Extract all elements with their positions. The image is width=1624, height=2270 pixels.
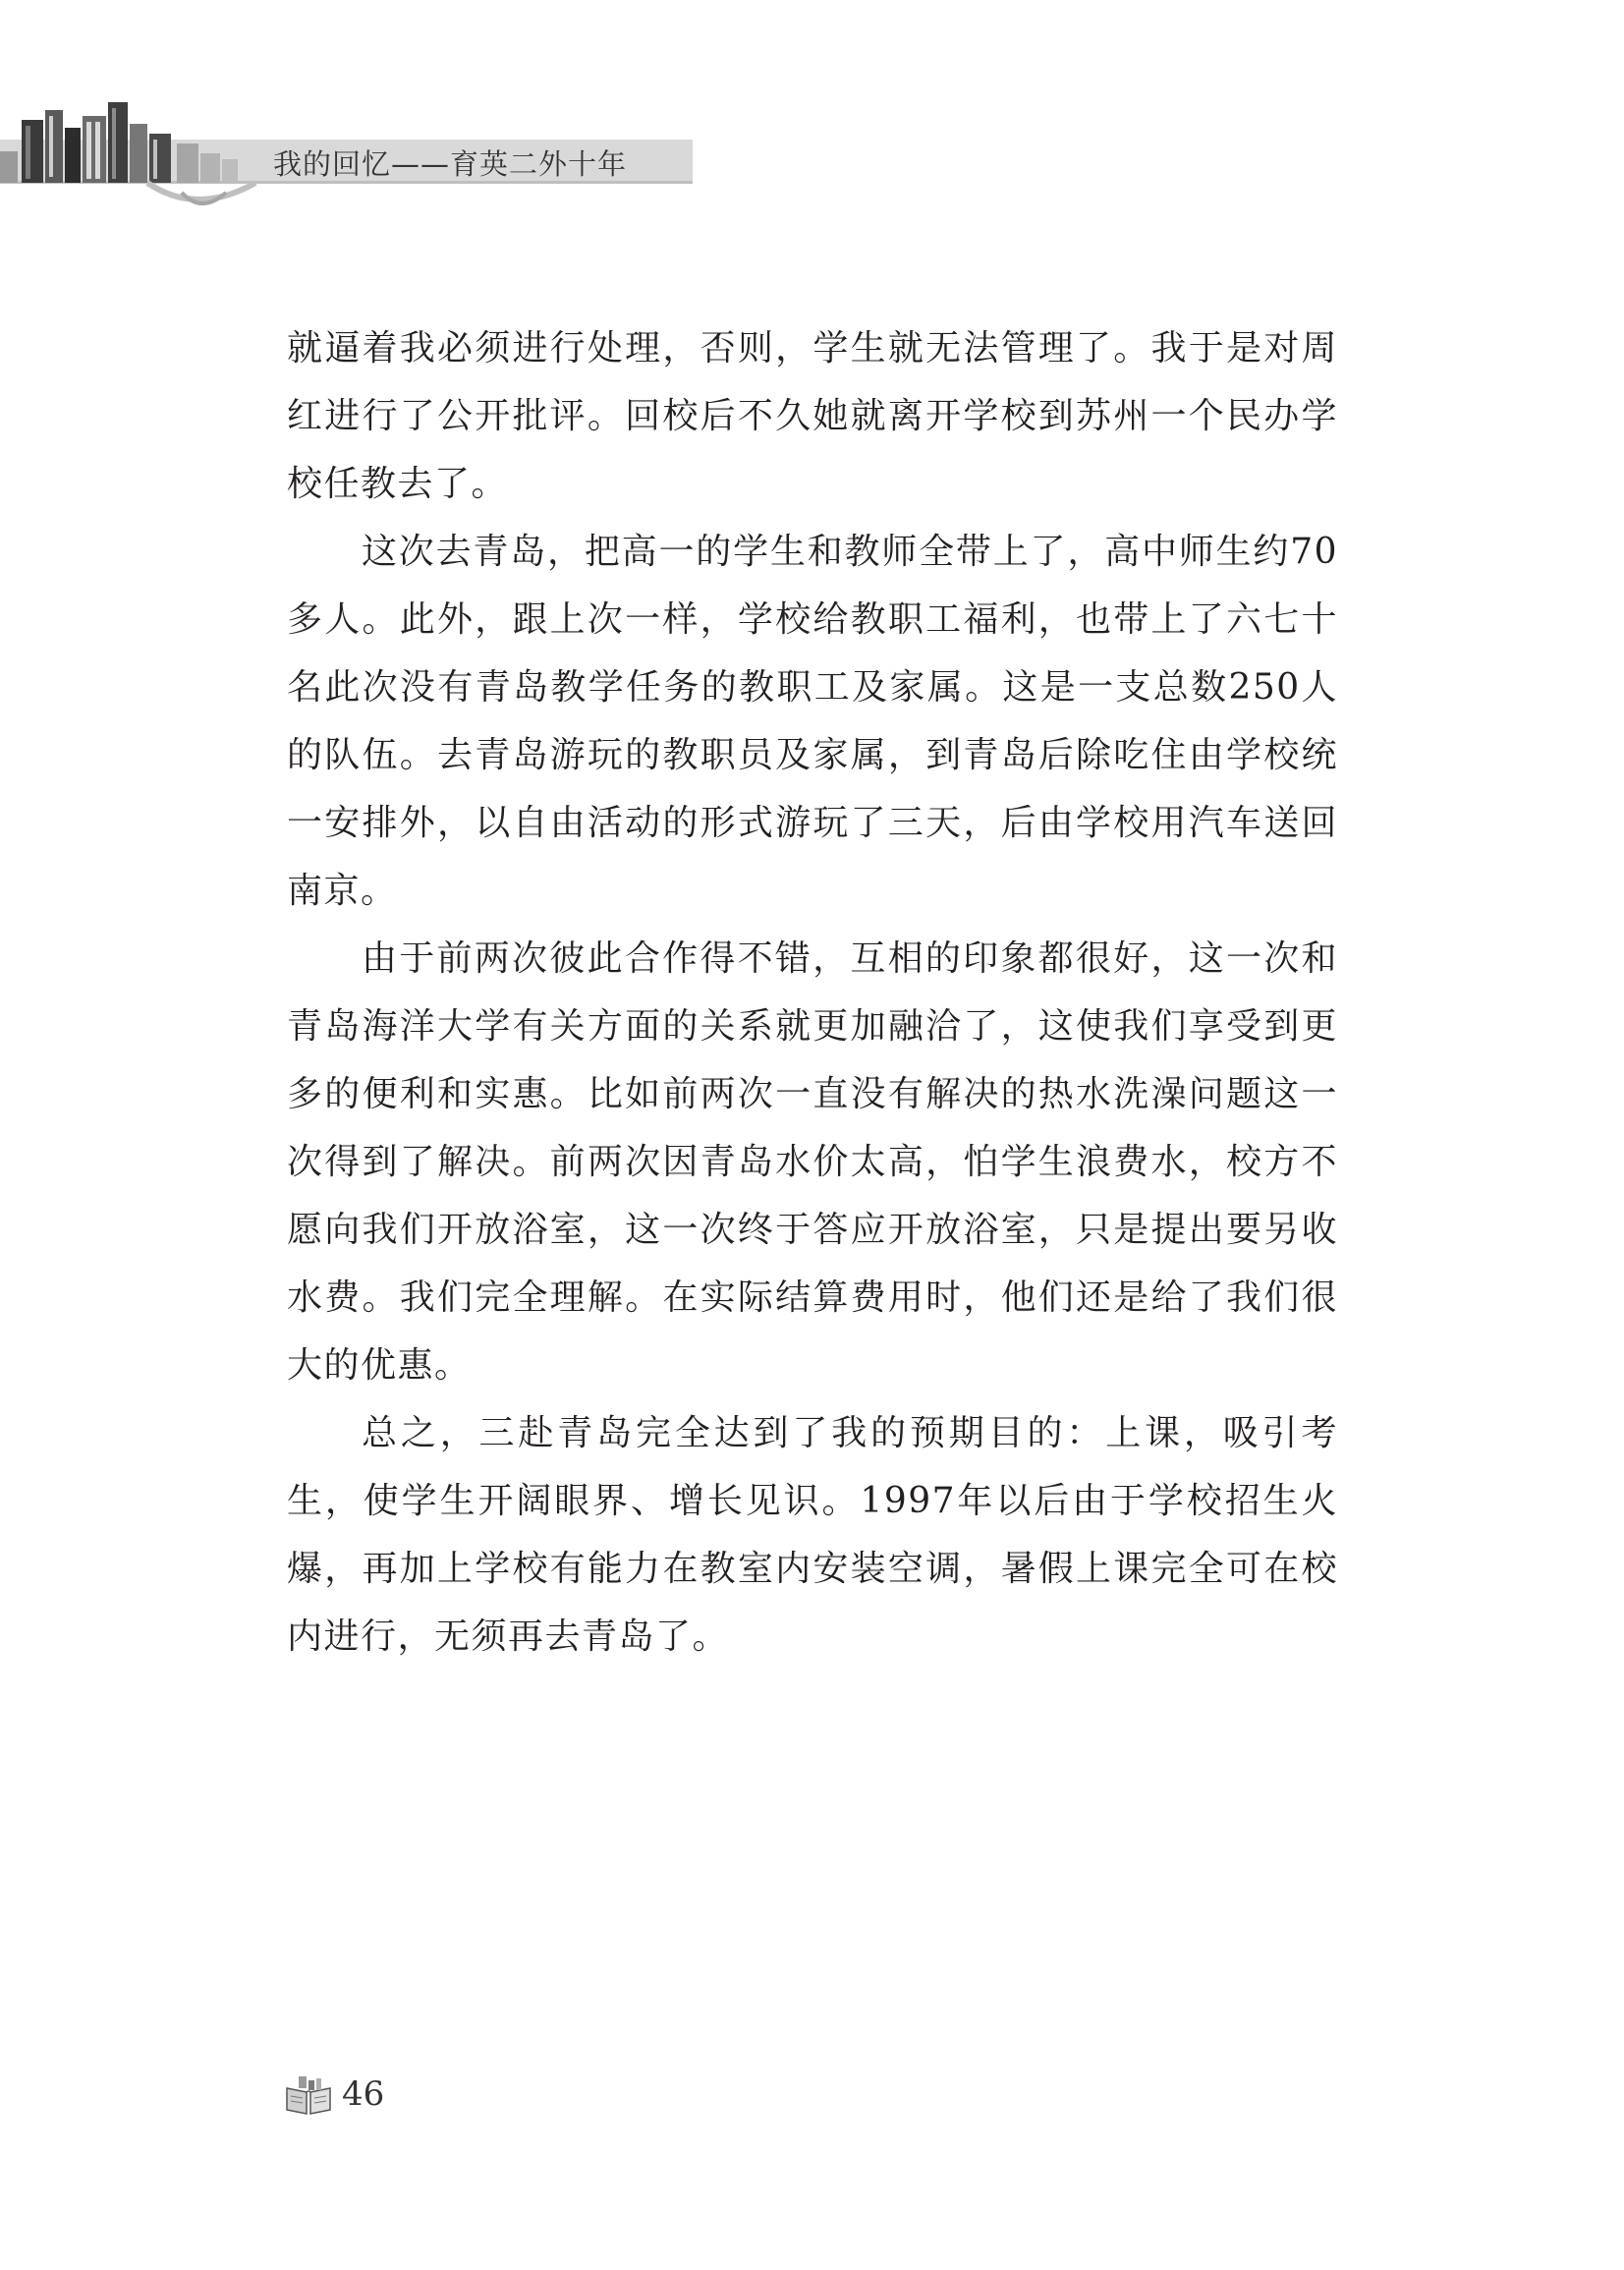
running-header xyxy=(0,98,702,246)
paragraph: 总之，三赴青岛完全达到了我的预期目的：上课，吸引考生，使学生开阔眼界、增长见识。1997年以后由于学校招生火爆，再加上学校有能力在教室内安装空调，暑假上课完全可在校内进行，无须再去青岛了。 xyxy=(287,1413,1338,1657)
paragraph: 就逼着我必须进行处理，否则，学生就无法管理了。我于是对周红进行了公开批评。回校后不久她就离开学校到苏州一个民办学校任教去了。 xyxy=(287,328,1338,504)
page-number: 46 xyxy=(342,2074,385,2114)
header-title: 我的回忆——育英二外十年 xyxy=(273,147,628,181)
paragraph: 这次去青岛，把高一的学生和教师全带上了，高中师生约70多人。此外，跟上次一样，学校给教职工福利，也带上了六七十名此次没有青岛教学任务的教职工及家属。这是一支总数250人的队伍。去青岛游玩的教职员及家属，到青岛后除吃住由学校统一安排外，以自由活动的形式游玩了三天，后由学校用汽车送回南京。 xyxy=(287,532,1338,911)
book-icon xyxy=(285,2074,332,2116)
paragraph: 由于前两次彼此合作得不错，互相的印象都很好，这一次和青岛海洋大学有关方面的关系就更加融洽了，这使我们享受到更多的便利和实惠。比如前两次一直没有解决的热水洗澡问题这一次得到了解决。前两次因青岛水价太高，怕学生浪费水，校方不愿向我们开放浴室，这一次终于答应开放浴室，只是提出要另收水费。我们完全理解。在实际结算费用时，他们还是给了我们很大的优惠。 xyxy=(287,938,1338,1386)
body-text xyxy=(287,314,1338,1671)
page-footer xyxy=(285,2069,481,2128)
